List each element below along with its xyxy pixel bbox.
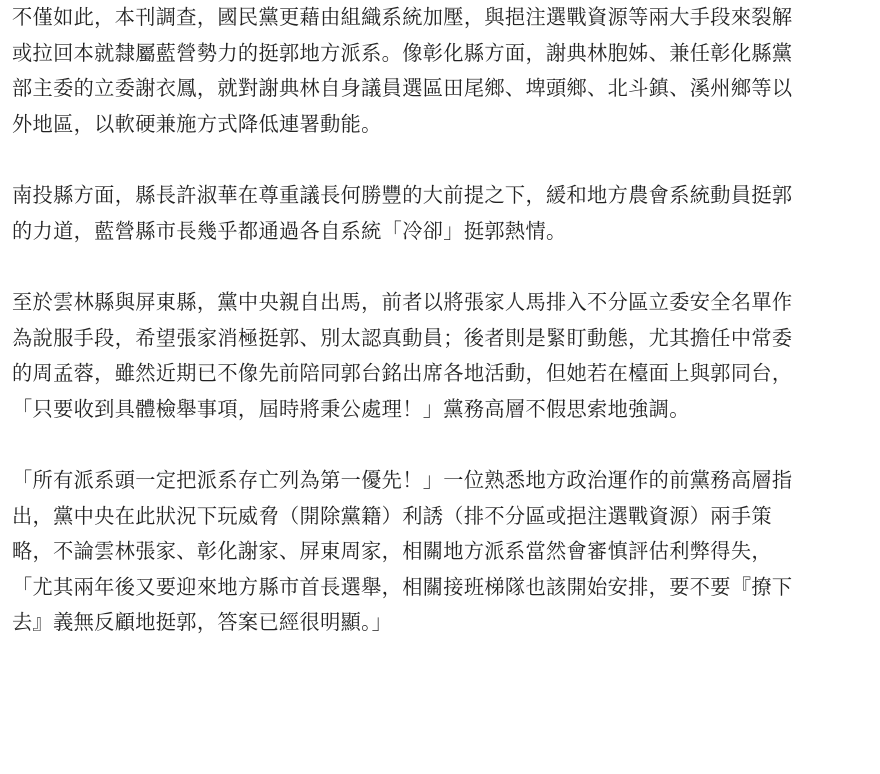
- paragraph-line: 的力道，藍營縣市長幾乎都通過各自系統「冷卻」挺郭熱情。: [12, 218, 567, 243]
- paragraph-line: 南投縣方面，縣長許淑華在尊重議長何勝豐的大前提之下，緩和地方農會系統動員挺郭: [12, 183, 793, 207]
- paragraph-4: [12, 463, 870, 641]
- paragraph-spacer: [12, 427, 870, 463]
- paragraph-line: 的周孟蓉，雖然近期已不像先前陪同郭台銘出席各地活動，但她若在檯面上與郭同台，: [12, 361, 793, 385]
- paragraph-line: 「所有派系頭一定把派系存亡列為第一優先！」一位熟悉地方政治運作的前黨務高層指: [12, 468, 793, 492]
- paragraph-line: 或拉回本就隸屬藍營勢力的挺郭地方派系。像彰化縣方面，謝典林胞姊、兼任彰化縣黨: [12, 40, 793, 65]
- paragraph-line: 不僅如此，本刊調查，國民黨更藉由組織系統加壓，與挹注選戰資源等兩大手段來裂解: [12, 5, 793, 29]
- paragraph-line: 部主委的立委謝衣鳳，就對謝典林自身議員選區田尾鄉、埤頭鄉、北斗鎮、溪州鄉等以: [12, 76, 793, 100]
- paragraph-1: [12, 0, 870, 142]
- paragraph-line: 「只要收到具體檢舉事項，屆時將秉公處理！」黨務高層不假思索地強調。: [12, 396, 690, 421]
- paragraph-spacer: [12, 142, 870, 178]
- paragraph-line: 去』義無反顧地挺郭，答案已經很明顯。」: [12, 610, 393, 634]
- paragraph-line: 略，不論雲林張家、彰化謝家、屏東周家，相關地方派系當然會審慎評估利弊得失，: [12, 539, 772, 563]
- paragraph-line: 「尤其兩年後又要迎來地方縣市首長選舉，相關接班梯隊也該開始安排，要不要『撩下: [12, 574, 793, 599]
- paragraph-3: [12, 285, 870, 427]
- paragraph-line: 為說服手段，希望張家消極挺郭、別太認真動員；後者則是緊盯動態，尤其擔任中常委: [12, 325, 793, 350]
- paragraph-line: 至於雲林縣與屏東縣，黨中央親自出馬，前者以將張家人馬排入不分區立委安全名單作: [12, 290, 793, 314]
- paragraph-2: [12, 178, 870, 249]
- paragraph-spacer: [12, 249, 870, 285]
- paragraph-line: 出，黨中央在此狀況下玩威脅（開除黨籍）利誘（排不分區或挹注選戰資源）兩手策: [12, 503, 772, 528]
- paragraph-line: 外地區，以軟硬兼施方式降低連署動能。: [12, 111, 382, 136]
